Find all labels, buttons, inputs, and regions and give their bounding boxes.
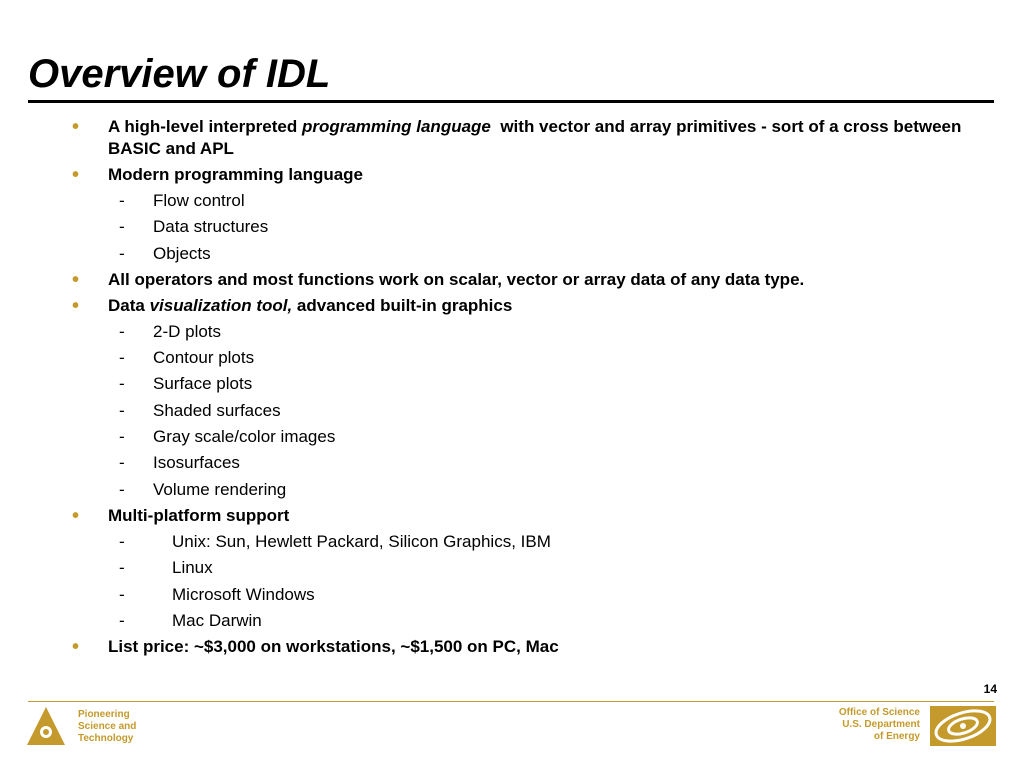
bullet-item xyxy=(0,116,978,160)
office-line: U.S. Department xyxy=(842,719,920,730)
slide-title: Overview of IDL xyxy=(28,52,331,96)
atom-triangle-logo-icon xyxy=(26,706,66,746)
bullet-item xyxy=(0,636,978,658)
sub-item-text: Isosurfaces xyxy=(153,453,240,473)
bullet-text: Modern programming language xyxy=(108,165,364,184)
dash-icon: - xyxy=(119,427,125,447)
sub-item xyxy=(0,452,1024,478)
pioneering-tagline xyxy=(78,709,136,745)
sub-item xyxy=(0,216,1024,242)
dash-icon: - xyxy=(119,479,125,499)
title-divider xyxy=(28,100,994,103)
sub-item xyxy=(0,373,1024,399)
dash-icon: - xyxy=(119,453,125,473)
bullet-text: with vector and array primitives - sort of a cross between BASIC and APL xyxy=(108,117,967,158)
sub-item xyxy=(0,347,1024,373)
sub-item-text: Gray scale/color images xyxy=(153,427,336,447)
dash-icon: - xyxy=(119,217,125,237)
sub-item-text: Volume rendering xyxy=(153,479,287,499)
doe-swirl-logo-icon xyxy=(930,706,996,746)
bullet-dot-icon: • xyxy=(72,116,80,138)
sub-item-text: Objects xyxy=(153,243,211,263)
sub-item-text: Microsoft Windows xyxy=(172,584,315,604)
bullet-emphasis: programming language xyxy=(301,117,491,136)
sub-item-text: Mac Darwin xyxy=(172,610,262,630)
dash-icon: - xyxy=(119,531,125,551)
sub-item-text: Data structures xyxy=(153,217,269,237)
sub-item-text: Surface plots xyxy=(153,374,253,394)
bullet-dot-icon: • xyxy=(72,294,80,317)
bullet-text: Multi-platform support xyxy=(108,505,290,525)
bullet-item xyxy=(0,269,978,291)
sub-item xyxy=(0,321,1024,347)
tagline-line: Technology xyxy=(78,733,134,744)
bullet-text: All operators and most functions work on scalar, vector or array data of any data type. xyxy=(108,269,805,289)
sub-item-text: 2-D plots xyxy=(153,321,222,341)
tagline-line: Pioneering xyxy=(78,709,130,720)
sub-item xyxy=(0,190,1024,216)
bullet-item xyxy=(0,164,978,186)
dash-icon: - xyxy=(119,243,125,263)
sub-item-text: Linux xyxy=(172,558,213,578)
page-number: 14 xyxy=(983,682,997,696)
bullet-dot-icon: • xyxy=(72,636,80,659)
sub-item xyxy=(0,584,1024,610)
dash-icon: - xyxy=(119,584,125,604)
dash-icon: - xyxy=(119,348,125,368)
bullet-emphasis: visualization tool, xyxy=(149,295,293,315)
bullet-dot-icon: • xyxy=(72,164,80,186)
dash-icon: - xyxy=(119,191,125,210)
office-line: Office of Science xyxy=(838,707,920,718)
tagline-line: Science and xyxy=(78,721,137,732)
dash-icon: - xyxy=(119,610,125,630)
bullet-item xyxy=(0,295,978,317)
dash-icon: - xyxy=(119,321,125,341)
sub-item xyxy=(0,479,1024,505)
dash-icon: - xyxy=(119,558,125,578)
bullet-text: advanced built-in graphics xyxy=(292,295,513,315)
bullet-item xyxy=(0,505,978,527)
bullet-text: List price: ~$3,000 on workstations, ~$1,500 on PC, Mac xyxy=(108,637,559,657)
sub-item-text: Contour plots xyxy=(153,348,255,368)
bullet-dot-icon: • xyxy=(72,504,80,527)
sub-item-text: Flow control xyxy=(153,191,245,210)
sub-item xyxy=(0,610,1024,636)
sub-item xyxy=(0,243,1024,269)
footer-divider xyxy=(28,701,994,702)
bullet-text: A high-level interpreted xyxy=(108,117,302,136)
bullet-text: Data xyxy=(108,295,150,315)
dash-icon: - xyxy=(119,400,125,420)
office-line: of Energy xyxy=(873,731,920,742)
sub-item xyxy=(0,557,1024,583)
sub-item-text: Unix: Sun, Hewlett Packard, Silicon Graphics, IBM xyxy=(172,531,551,551)
sub-item-text: Shaded surfaces xyxy=(153,400,281,420)
sub-item xyxy=(0,400,1024,426)
dash-icon: - xyxy=(119,374,125,394)
sub-item xyxy=(0,426,1024,452)
office-of-science-tagline xyxy=(839,707,920,743)
bullet-dot-icon: • xyxy=(72,268,80,291)
sub-item xyxy=(0,531,1024,557)
bullet-list xyxy=(0,116,1024,662)
